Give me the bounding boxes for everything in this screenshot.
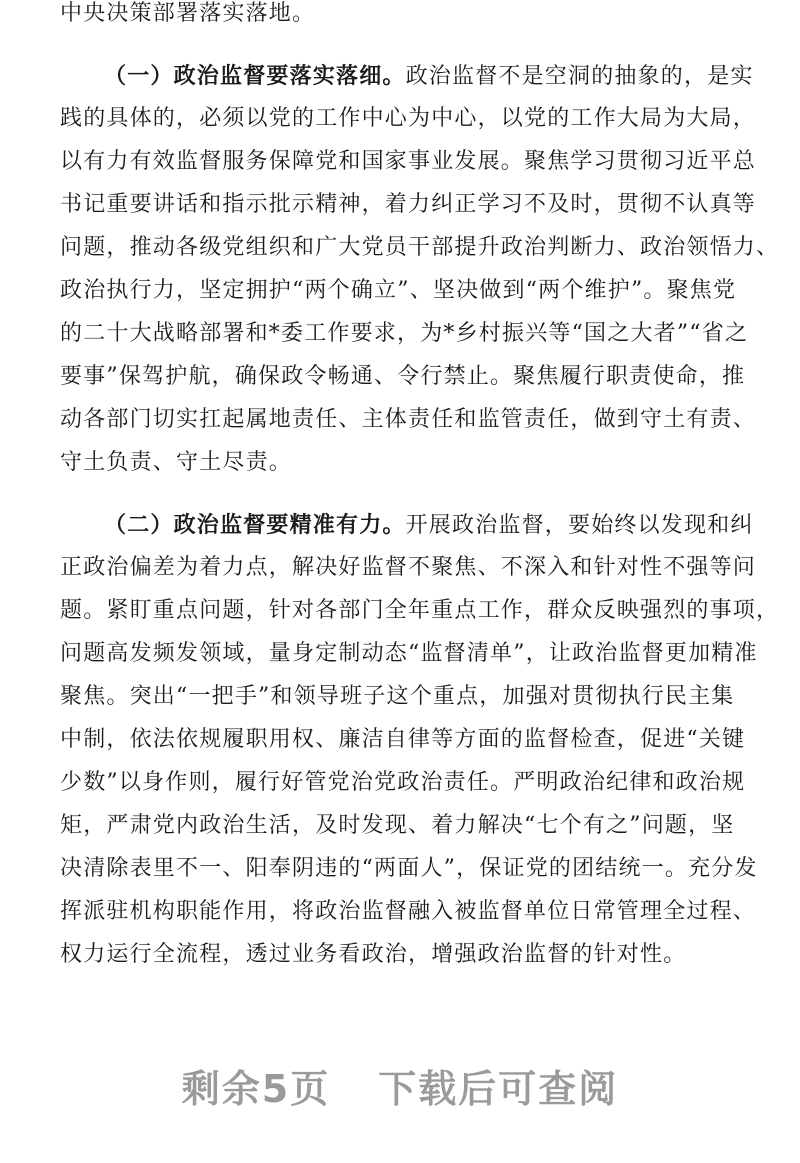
text-line: 挥派驻机构职能作用，将政治监督融入被监督单位日常管理全过程、 [60, 899, 757, 924]
text-line: 问题高发频发领域，量身定制动态“监督清单”，让政治监督更加精准 [60, 641, 758, 666]
text-line: 要事”保驾护航，确保政令畅通、令行禁止。聚焦履行职责使命，推 [60, 364, 746, 389]
text-line: 中央决策部署落实落地。 [60, 1, 316, 26]
text-run: 政治监督不是空洞的抽象的，是实 [405, 64, 754, 89]
text-line: 动各部门切实扛起属地责任、主体责任和监管责任，做到守土有责、 [60, 407, 757, 432]
text-line: 正政治偏差为着力点，解决好监督不聚焦、不深入和针对性不强等问 [60, 555, 757, 580]
text-line: 的二十大战略部署和*委工作要求，为*乡村振兴等“国之大者”“省之 [60, 321, 749, 346]
paragraph-first-line [104, 61, 794, 92]
paragraph-first-line [104, 510, 794, 541]
text-line: 践的具体的，必须以党的工作中心为中心，以党的工作大局为大局， [60, 106, 757, 131]
text-line: 少数”以身作则，履行好管党治党政治责任。严明政治纪律和政治规 [60, 770, 746, 795]
section-heading: （一）政治监督要落实落细。 [104, 63, 406, 89]
section-heading: （二）政治监督要精准有力。 [104, 512, 406, 538]
download-prompt[interactable] [0, 1058, 800, 1113]
text-line: 守土负责、守土尽责。 [60, 450, 293, 475]
download-to-view-label: 下载后可查阅 [378, 1067, 619, 1111]
text-line: 决清除表里不一、阳奉阴违的“两面人”，保证党的团结统一。充分发 [60, 856, 758, 881]
remaining-pages-label: 剩余5页 [181, 1067, 331, 1111]
text-run: 开展政治监督，要始终以发现和纠 [405, 513, 754, 538]
text-line: 聚焦。突出“一把手”和领导班子这个重点，加强对贯彻执行民主集 [60, 684, 735, 709]
text-line: 权力运行全流程，透过业务看政治，增强政治监督的针对性。 [60, 942, 687, 967]
text-line: 以有力有效监督服务保障党和国家事业发展。聚焦学习贯彻习近平总 [60, 149, 757, 174]
text-line: 问题，推动各级党组织和广大党员干部提升政治判断力、政治领悟力、 [60, 235, 780, 260]
text-line: 书记重要讲话和指示批示精神，着力纠正学习不及时，贯彻不认真等 [60, 192, 757, 217]
text-line: 政治执行力，坚定拥护“两个确立”、坚决做到“两个维护”。聚焦党 [60, 278, 737, 303]
text-line: 题。紧盯重点问题，针对各部门全年重点工作，群众反映强烈的事项， [60, 598, 780, 623]
text-line: 中制，依法依规履职用权、廉洁自律等方面的监督检查，促进“关键 [60, 727, 746, 752]
text-line: 矩，严肃党内政治生活，及时发现、着力解决“七个有之”问题，坚 [60, 813, 735, 838]
